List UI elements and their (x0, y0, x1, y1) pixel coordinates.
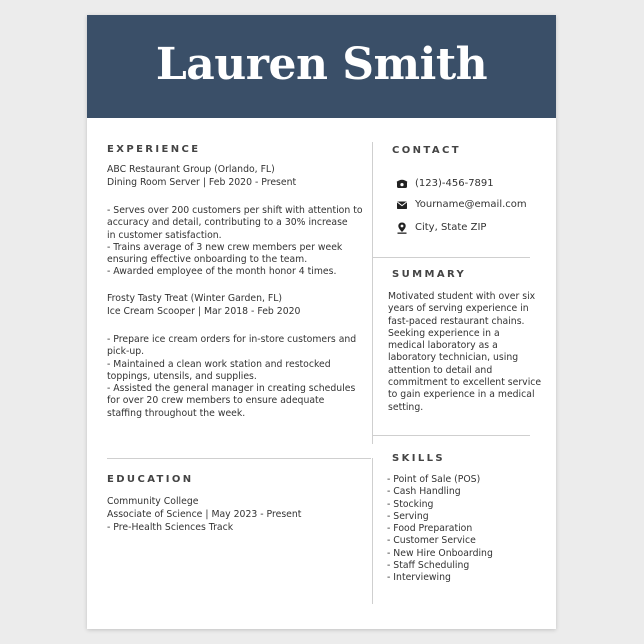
skill-item: - New Hire Onboarding (387, 547, 493, 559)
education-heading: EDUCATION (107, 474, 194, 485)
contact-phone: (123)-456-7891 (415, 178, 494, 189)
job2-role: Ice Cream Scooper | Mar 2018 - Feb 2020 (107, 306, 301, 317)
skill-item: - Interviewing (387, 572, 451, 584)
skill-item: - Stocking (387, 498, 434, 510)
contact-phone-row (395, 177, 494, 191)
skill-item: - Staff Scheduling (387, 560, 470, 572)
column-divider-lower (372, 458, 373, 604)
job1-bullets: - Serves over 200 customers per shift with attention to accuracy and detail, contributing to a 30% increase in customer satisfaction. - Trains average of 3 new crew members per week ensuring effective onboarding to the team. - Awarded employee of the month honor 4 times. (107, 205, 363, 278)
skill-item: - Customer Service (387, 535, 476, 547)
resume-name: Lauren Smith (155, 39, 488, 90)
summary-text: Motivated student with over six years of serving experience in fast-paced restaurant chains. Seeking experience in a medical laboratory as a laboratory technician, using attention to detail and commitment to excellent service to gain experience in a medical setting. (388, 291, 542, 413)
contact-summary-divider (373, 257, 530, 258)
contact-heading: CONTACT (392, 145, 461, 156)
skill-item: - Food Preparation (387, 523, 473, 535)
phone-icon (395, 177, 409, 191)
map-pin-icon (395, 221, 409, 235)
education-degree: Associate of Science | May 2023 - Present (107, 509, 302, 520)
skill-item: - Serving (387, 510, 429, 522)
contact-location-row (395, 221, 486, 235)
contact-email-row (395, 198, 527, 212)
summary-heading: SUMMARY (392, 269, 467, 280)
job2-bullets: - Prepare ice cream orders for in-store customers and pick-up. - Maintained a clean work station and restocked toppings, utensils, and supplies. - Assisted the general manager in creating schedules for over 20 crew members to ensure adequate staffing throughout the week. (107, 334, 357, 419)
experience-education-divider (107, 458, 371, 459)
experience-heading: EXPERIENCE (107, 144, 201, 155)
skill-item: - Point of Sale (POS) (387, 474, 481, 485)
job2-company: Frosty Tasty Treat (Winter Garden, FL) (107, 293, 283, 304)
job1-role: Dining Room Server | Feb 2020 - Present (107, 177, 297, 188)
skills-list (387, 474, 493, 585)
education-school: Community College (107, 496, 199, 507)
skills-heading: SKILLS (392, 453, 446, 464)
summary-skills-divider (373, 435, 530, 436)
contact-location: City, State ZIP (415, 222, 487, 233)
education-track: - Pre-Health Sciences Track (107, 522, 234, 533)
envelope-icon (395, 198, 409, 212)
name-header-banner (87, 15, 556, 118)
column-divider-upper (372, 142, 373, 444)
job1-company: ABC Restaurant Group (Orlando, FL) (107, 164, 275, 175)
contact-email: Yourname@email.com (415, 199, 527, 210)
skill-item: - Cash Handling (387, 486, 461, 498)
